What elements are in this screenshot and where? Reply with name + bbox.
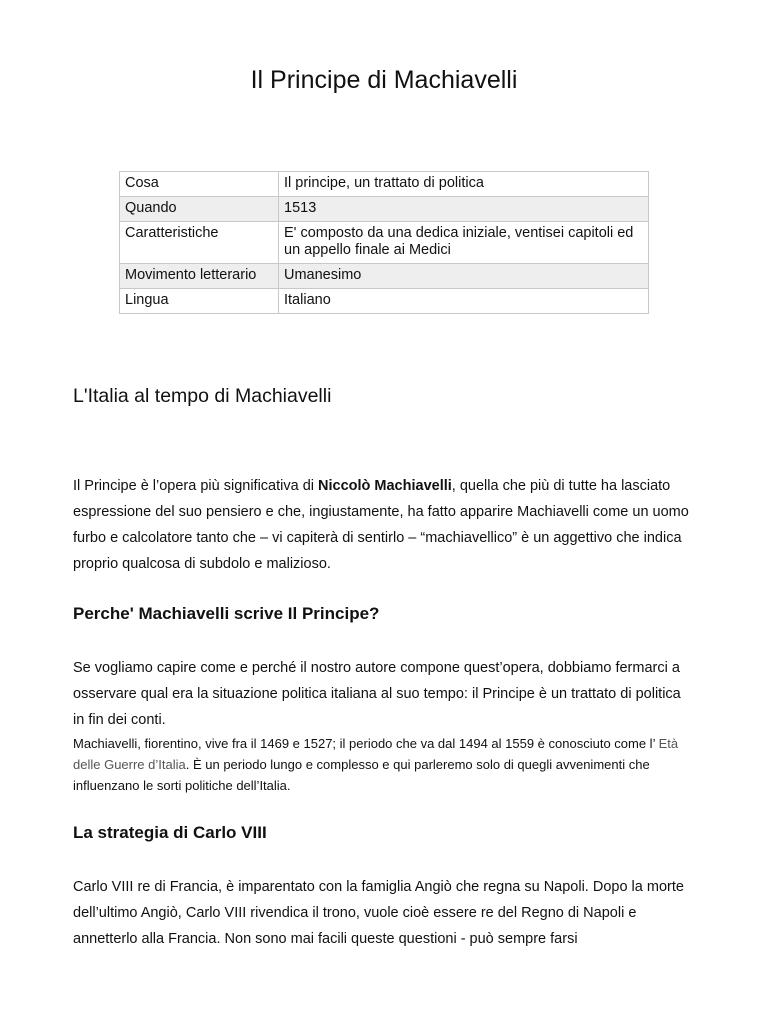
body-paragraph: Se vogliamo capire come e perché il nostro autore compone quest’opera, dobbiamo fermarci a osservare qual era la situazione politica italiana al suo tempo: il Principe è un trattato di politica in fin dei conti. <box>73 660 681 728</box>
table-row <box>120 222 649 264</box>
body-paragraph-small <box>73 733 693 796</box>
highlighted-term: Età delle Guerre d’Italia <box>73 736 679 772</box>
table-key: Quando <box>120 197 279 222</box>
page-title: Il Principe di Machiavelli <box>250 66 518 94</box>
table-value: 1513 <box>279 197 649 222</box>
intro-text-start: Il Principe è l’opera più significativa di <box>73 478 319 494</box>
small-text-start: Machiavelli, fiorentino, vive fra il 1469 e 1527; il periodo che va dal 1494 al 1559 è conosciuto come l’ <box>73 736 659 751</box>
small-text-end: . È un periodo lungo e complesso e qui parleremo solo di quegli avvenimenti che influenzano le sorti politiche dell’Italia. <box>73 757 650 793</box>
intro-paragraph <box>73 473 693 577</box>
table-key: Cosa <box>120 172 279 197</box>
subsection-heading: Perche' Machiavelli scrive Il Principe? <box>73 604 380 623</box>
table-value: E' composto da una dedica iniziale, ventisei capitoli ed un appello finale ai Medici <box>279 222 649 264</box>
table-row <box>120 264 649 289</box>
author-name: Niccolò Machiavelli <box>318 478 452 494</box>
table-key: Lingua <box>120 289 279 314</box>
intro-text-end: , quella che più di tutte ha lasciato espressione del suo pensiero e che, ingiustamente, ha fatto apparire Machiavelli come un uomo furbo e calcolatore tanto che – vi capiterà di sentirlo – “machiavellico” è un aggettivo che indica proprio qualcosa di subdolo e malizioso. <box>73 478 689 572</box>
table-value: Umanesimo <box>279 264 649 289</box>
info-table <box>119 171 649 314</box>
subsection-heading: La strategia di Carlo VIII <box>73 823 267 842</box>
table-key: Movimento letterario <box>120 264 279 289</box>
table-row <box>120 197 649 222</box>
section-heading: L'Italia al tempo di Machiavelli <box>73 385 332 407</box>
body-paragraph: Carlo VIII re di Francia, è imparentato con la famiglia Angiò che regna su Napoli. Dopo la morte dell’ultimo Angiò, Carlo VIII rivendica il trono, vuole cioè essere re del Regno di Napoli e annetterlo alla Francia. Non sono mai facili queste questioni - può sempre farsi <box>73 879 684 947</box>
table-row <box>120 172 649 197</box>
table-value: Italiano <box>279 289 649 314</box>
table-value: Il principe, un trattato di politica <box>279 172 649 197</box>
table-row <box>120 289 649 314</box>
table-key: Caratteristiche <box>120 222 279 264</box>
